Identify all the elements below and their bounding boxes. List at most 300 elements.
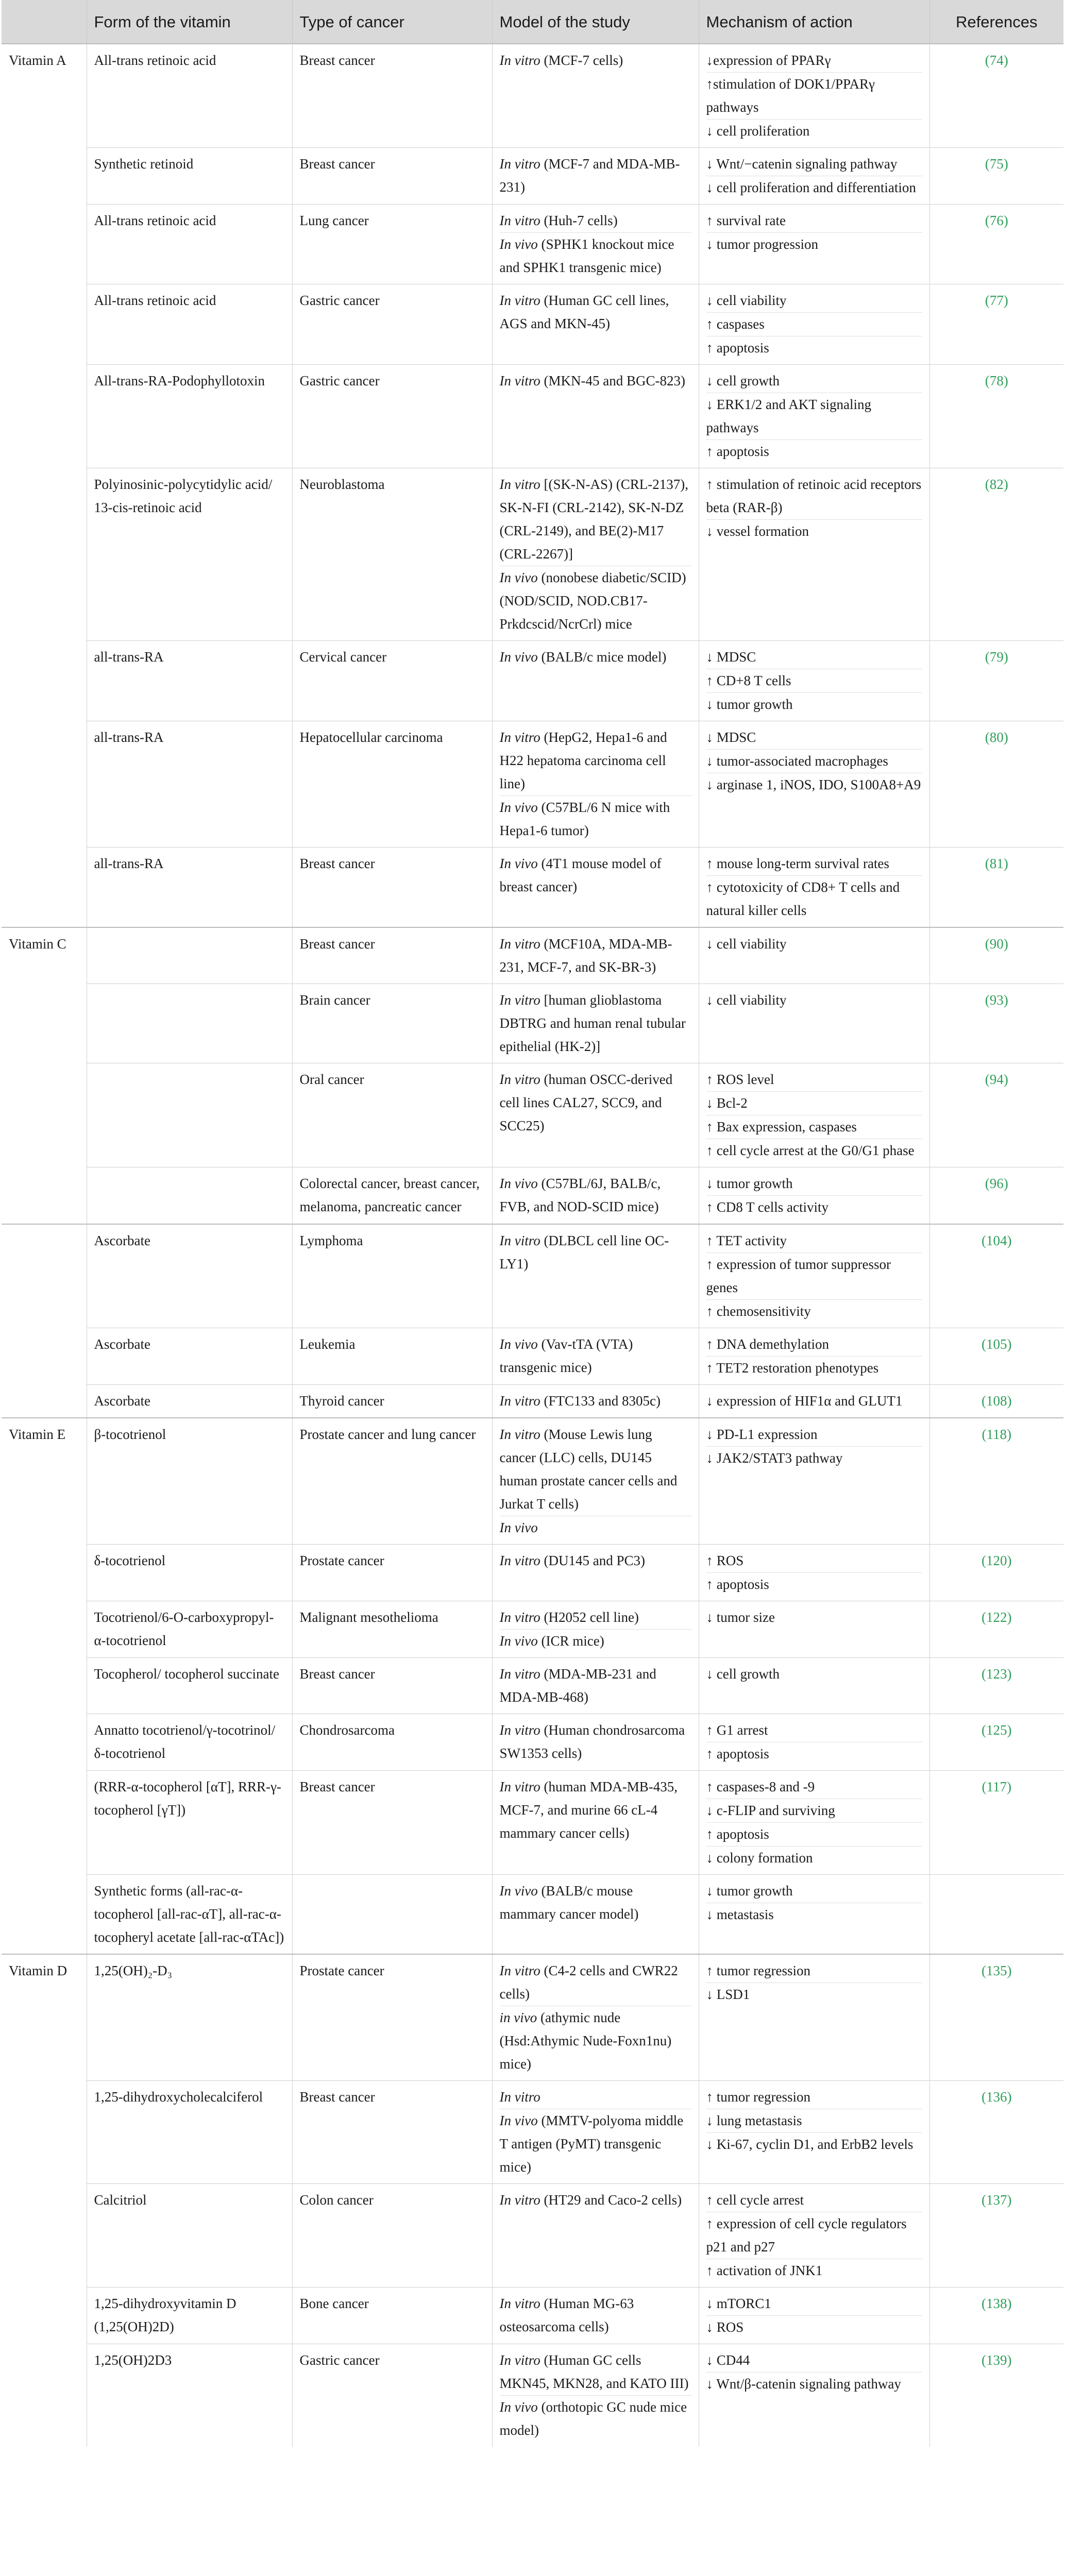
form-cell: Calcitriol	[87, 2184, 292, 2287]
model-detail: (BALB/c mouse mammary cancer model)	[499, 1883, 639, 1922]
cancer-type-cell: Breast cancer	[292, 1658, 492, 1714]
model-cell	[492, 1545, 699, 1601]
mechanism-item: ↓ lung metastasis	[706, 2109, 922, 2132]
mechanism-item: ↑ tumor regression	[706, 2089, 810, 2105]
mechanism-item: ↑ Bax expression, caspases	[706, 1115, 922, 1139]
vitamin-name: Vitamin D	[2, 1954, 87, 2447]
mechanism-item: ↓ tumor progression	[706, 232, 922, 256]
model-line	[500, 1172, 691, 1218]
table-row	[2, 984, 1063, 1063]
model-type: In vitro	[499, 1233, 540, 1248]
model-type: In vitro	[499, 1779, 540, 1794]
table-row	[2, 148, 1063, 205]
reference-link[interactable]: (94)	[929, 1063, 1063, 1167]
header-references: References	[929, 0, 1063, 44]
mechanism-cell	[699, 641, 929, 721]
cancer-type-cell: Neuroblastoma	[292, 468, 492, 641]
model-detail: (MCF-7 and MDA-MB-231)	[499, 156, 680, 195]
model-detail: (SPHK1 knockout mice and SPHK1 transgenic mice)	[499, 236, 674, 275]
model-line	[500, 2292, 691, 2338]
mechanism-item: ↓ arginase 1, iNOS, IDO, S100A8+A9	[706, 773, 922, 796]
mechanism-cell	[699, 2184, 929, 2287]
table-row	[2, 365, 1063, 468]
mechanism-cell	[699, 984, 929, 1063]
cancer-type-cell: Bone cancer	[292, 2287, 492, 2344]
model-detail: (Human GC cells MKN45, MKN28, and KATO III)	[499, 2352, 689, 2391]
model-cell	[492, 284, 699, 365]
form-cell	[87, 927, 292, 984]
mechanism-item: ↑ caspases-8 and -9	[706, 1779, 815, 1794]
form-cell: Ascorbate	[87, 1328, 292, 1385]
mechanism-item: ↑ chemosensitivity	[706, 1299, 922, 1323]
mechanism-item: ↑ DNA demethylation	[706, 1336, 829, 1352]
model-detail: (MCF-7 cells)	[540, 53, 623, 68]
form-cell: β-tocotrienol	[87, 1418, 292, 1545]
model-line	[500, 1333, 691, 1379]
form-cell	[87, 1167, 292, 1225]
cancer-type-cell: Hepatocellular carcinoma	[292, 721, 492, 848]
form-cell: Synthetic forms (all-rac-α-tocopherol [all-rac-αT], all-rac-α-tocopheryl acetate [all-rac-αTAc])	[87, 1875, 292, 1955]
mechanism-cell	[699, 721, 929, 848]
model-cell	[492, 2184, 699, 2287]
form-cell: all-trans-RA	[87, 641, 292, 721]
model-line	[500, 473, 691, 566]
model-detail: (Human chondrosarcoma SW1353 cells)	[499, 1722, 685, 1761]
cancer-type-cell: Colorectal cancer, breast cancer, melanoma, pancreatic cancer	[292, 1167, 492, 1225]
mechanism-cell	[699, 1167, 929, 1225]
vitamin-name	[2, 1224, 87, 1418]
reference-link[interactable]: (104)	[929, 1224, 1063, 1328]
mechanism-cell	[699, 848, 929, 928]
model-type: In vivo	[499, 1520, 538, 1535]
mechanism-item: ↑ tumor regression	[706, 1963, 810, 1978]
model-line	[500, 2395, 691, 2442]
mechanism-item: ↓ cell proliferation and differentiation	[706, 176, 922, 199]
model-cell	[492, 1601, 699, 1658]
model-line	[500, 2189, 691, 2212]
mechanism-item: ↓ c-FLIP and surviving	[706, 1799, 922, 1822]
model-cell	[492, 365, 699, 468]
mechanism-item: ↓ JAK2/STAT3 pathway	[706, 1446, 922, 1470]
table-row	[2, 1714, 1063, 1771]
form-cell: Tocotrienol/6-O-carboxypropyl-α-tocotrienol	[87, 1601, 292, 1658]
mechanism-item: ↑ activation of JNK1	[706, 2259, 922, 2282]
table-row	[2, 641, 1063, 721]
model-type: In vitro	[499, 1072, 540, 1087]
model-detail: (DLBCL cell line OC-LY1)	[499, 1233, 669, 1272]
mechanism-item: ↓ cell viability	[706, 293, 787, 308]
reference-link[interactable]: (90)	[929, 927, 1063, 984]
model-cell	[492, 1063, 699, 1167]
table-row	[2, 1224, 1063, 1328]
model-cell	[492, 984, 699, 1063]
mechanism-item: ↓ Bcl-2	[706, 1091, 922, 1115]
mechanism-cell	[699, 2287, 929, 2344]
model-line	[500, 989, 691, 1058]
model-type: In vitro	[499, 53, 540, 68]
table-row	[2, 848, 1063, 928]
mechanism-cell	[699, 1875, 929, 1955]
reference-link[interactable]: (123)	[929, 1658, 1063, 1714]
reference-link[interactable]: (117)	[929, 1771, 1063, 1875]
mechanism-cell	[699, 1601, 929, 1658]
mechanism-cell	[699, 2081, 929, 2184]
form-cell: All-trans retinoic acid	[87, 284, 292, 365]
cancer-type-cell: Breast cancer	[292, 927, 492, 984]
reference-link[interactable]: (76)	[929, 205, 1063, 284]
table-row	[2, 1875, 1063, 1955]
mechanism-item: ↑ expression of cell cycle regulators p21 and p27	[706, 2212, 922, 2259]
reference-link[interactable]: (75)	[929, 148, 1063, 205]
model-type: In vitro	[499, 1609, 540, 1625]
model-type: In vitro	[499, 1666, 540, 1682]
header-cancer-type: Type of cancer	[292, 0, 492, 44]
model-detail: (4T1 mouse model of breast cancer)	[499, 856, 662, 894]
model-type: In vitro	[499, 992, 540, 1008]
model-type: In vitro	[499, 1722, 540, 1738]
model-cell	[492, 1167, 699, 1225]
model-detail: [human glioblastoma DBTRG and human renal tubular epithelial (HK-2)]	[499, 992, 686, 1054]
reference-link[interactable]: (118)	[929, 1418, 1063, 1545]
table-row	[2, 205, 1063, 284]
form-cell: 1,25(OH)2D3	[87, 2344, 292, 2447]
mechanism-item: ↑ CD8 T cells activity	[706, 1195, 922, 1219]
model-detail: (nonobese diabetic/SCID) (NOD/SCID, NOD.CB17-Prkdcscid/NcrCrl) mice	[499, 570, 686, 632]
reference-link[interactable]: (74)	[929, 44, 1063, 148]
reference-link[interactable]: (82)	[929, 468, 1063, 641]
cancer-type-cell: Brain cancer	[292, 984, 492, 1063]
cancer-type-cell: Prostate cancer and lung cancer	[292, 1418, 492, 1545]
model-detail: (MDA-MB-231 and MDA-MB-468)	[499, 1666, 656, 1705]
cancer-type-cell: Gastric cancer	[292, 365, 492, 468]
cancer-type-cell: Breast cancer	[292, 848, 492, 928]
mechanism-item: ↓ MDSC	[706, 649, 756, 665]
table-row	[2, 2184, 1063, 2287]
model-cell	[492, 1224, 699, 1328]
mechanism-cell	[699, 927, 929, 984]
form-cell: all-trans-RA	[87, 848, 292, 928]
model-cell	[492, 721, 699, 848]
cancer-type-cell: Lung cancer	[292, 205, 492, 284]
form-cell: Tocopherol/ tocopherol succinate	[87, 1658, 292, 1714]
model-cell	[492, 2287, 699, 2344]
cancer-type-cell: Gastric cancer	[292, 2344, 492, 2447]
mechanism-item: ↑ TET2 restoration phenotypes	[706, 1356, 922, 1380]
form-cell: All-trans retinoic acid	[87, 44, 292, 148]
model-cell	[492, 641, 699, 721]
model-line	[500, 1629, 691, 1653]
mechanism-item: ↑ mouse long-term survival rates	[706, 856, 889, 871]
reference-link[interactable]: (139)	[929, 2344, 1063, 2447]
model-type: In vivo	[499, 1633, 538, 1649]
form-cell: all-trans-RA	[87, 721, 292, 848]
reference-link[interactable]: (108)	[929, 1385, 1063, 1418]
vitamin-name: Vitamin C	[2, 927, 87, 1224]
table-row	[2, 1658, 1063, 1714]
mechanism-item: ↓ tumor growth	[706, 1176, 793, 1191]
model-cell	[492, 44, 699, 148]
cancer-type-cell: Prostate cancer	[292, 1954, 492, 2081]
model-line	[500, 1719, 691, 1765]
model-line	[500, 1775, 691, 1845]
form-cell: 1,25-dihydroxyvitamin D (1,25(OH)2D)	[87, 2287, 292, 2344]
table-row	[2, 1771, 1063, 1875]
cancer-type-cell: Breast cancer	[292, 148, 492, 205]
mechanism-item: ↓ MDSC	[706, 730, 756, 745]
model-type: in vivo	[499, 2010, 537, 2025]
model-detail: (BALB/c mice model)	[537, 649, 667, 665]
reference-link[interactable]: (138)	[929, 2287, 1063, 2344]
cancer-type-cell: Lymphoma	[292, 1224, 492, 1328]
model-cell	[492, 1714, 699, 1771]
model-line	[500, 852, 691, 899]
table-row	[2, 1954, 1063, 2081]
model-line	[500, 289, 691, 335]
model-line	[500, 1606, 691, 1629]
model-detail: (Huh-7 cells)	[540, 213, 618, 228]
form-cell: All-trans-RA-Podophyllotoxin	[87, 365, 292, 468]
model-detail: (DU145 and PC3)	[540, 1553, 645, 1568]
model-line	[500, 1959, 691, 2006]
model-type: In vivo	[499, 2399, 538, 2415]
model-detail: (MMTV-polyoma middle T antigen (PyMT) transgenic mice)	[499, 2113, 684, 2175]
mechanism-item: ↑ stimulation of retinoic acid receptors beta (RAR-β)	[706, 477, 922, 515]
table-row	[2, 1328, 1063, 1385]
vitamin-cancer-table	[2, 0, 1063, 2447]
table-row	[2, 927, 1063, 984]
model-line	[500, 49, 691, 72]
model-type: In vitro	[499, 1553, 540, 1568]
cancer-type-cell: Breast cancer	[292, 1771, 492, 1875]
reference-link[interactable]: (125)	[929, 1714, 1063, 1771]
form-cell: (RRR-α-tocopherol [αT], RRR-γ-tocopherol [γT])	[87, 1771, 292, 1875]
model-type: In vitro	[499, 1427, 540, 1442]
reference-link[interactable]: (135)	[929, 1954, 1063, 2081]
form-cell: δ-tocotrienol	[87, 1545, 292, 1601]
model-detail: (C4-2 cells and CWR22 cells)	[499, 1963, 678, 2002]
reference-link[interactable]: (122)	[929, 1601, 1063, 1658]
reference-link[interactable]: (93)	[929, 984, 1063, 1063]
model-line	[500, 2349, 691, 2395]
table-row	[2, 1601, 1063, 1658]
mechanism-item: ↑ expression of tumor suppressor genes	[706, 1252, 922, 1299]
model-detail: (HT29 and Caco-2 cells)	[540, 2192, 682, 2208]
table-header-row	[2, 0, 1063, 44]
mechanism-item: ↑ apoptosis	[706, 439, 922, 463]
mechanism-cell	[699, 284, 929, 365]
model-line	[500, 1516, 691, 1539]
cancer-type-cell: Breast cancer	[292, 44, 492, 148]
mechanism-item: ↓ Wnt/β-catenin signaling pathway	[706, 2372, 922, 2396]
mechanism-cell	[699, 468, 929, 641]
model-type: In vitro	[499, 373, 540, 388]
mechanism-cell	[699, 1328, 929, 1385]
mechanism-item: ↓ CD44	[706, 2352, 750, 2368]
model-detail: (human MDA-MB-435, MCF-7, and murine 66 cL-4 mammary cancer cells)	[499, 1779, 678, 1841]
form-cell: All-trans retinoic acid	[87, 205, 292, 284]
table-row	[2, 1063, 1063, 1167]
reference-link[interactable]: (137)	[929, 2184, 1063, 2287]
mechanism-cell	[699, 1385, 929, 1418]
mechanism-item: ↓ ERK1/2 and AKT signaling pathways	[706, 393, 922, 439]
mechanism-item: ↓ cell growth	[706, 1666, 780, 1682]
model-type: In vitro	[499, 936, 540, 952]
model-line	[500, 1879, 691, 1926]
model-cell	[492, 1954, 699, 2081]
model-line	[500, 369, 691, 393]
mechanism-cell	[699, 44, 929, 148]
mechanism-item: ↓ cell viability	[706, 992, 787, 1008]
form-cell	[87, 1063, 292, 1167]
model-line	[500, 152, 691, 199]
model-cell	[492, 848, 699, 928]
model-type: In vivo	[499, 570, 538, 585]
model-detail: (athymic nude (Hsd:Athymic Nude-Foxn1nu) mice)	[499, 2010, 672, 2072]
mechanism-item: ↓ Ki-67, cyclin D1, and ErbB2 levels	[706, 2132, 922, 2156]
mechanism-item: ↓ cell proliferation	[706, 119, 922, 143]
reference-link[interactable]: (120)	[929, 1545, 1063, 1601]
model-cell	[492, 1385, 699, 1418]
mechanism-item: ↑ apoptosis	[706, 1822, 922, 1846]
mechanism-item: ↑ ROS level	[706, 1072, 774, 1087]
table-row	[2, 2344, 1063, 2447]
mechanism-item: ↓ LSD1	[706, 1982, 922, 2006]
mechanism-item: ↓ cell viability	[706, 936, 787, 952]
mechanism-item: ↑ caspases	[706, 312, 922, 336]
mechanism-item: ↓expression of PPARγ	[706, 53, 831, 68]
mechanism-item: ↓ expression of HIF1α and GLUT1	[706, 1393, 903, 1409]
model-detail: (orthotopic GC nude mice model)	[499, 2399, 687, 2438]
mechanism-item: ↓ tumor growth	[706, 1883, 793, 1899]
reference-link[interactable]: (77)	[929, 284, 1063, 365]
model-detail: (H2052 cell line)	[540, 1609, 639, 1625]
model-type: In vivo	[499, 1883, 538, 1899]
cancer-type-cell: Prostate cancer	[292, 1545, 492, 1601]
model-type: In vitro	[499, 213, 540, 228]
vitamin-name: Vitamin E	[2, 1418, 87, 1954]
reference-link[interactable]: (79)	[929, 641, 1063, 721]
mechanism-item: ↑stimulation of DOK1/PPARγ pathways	[706, 72, 922, 119]
model-type: In vitro	[499, 1963, 540, 1978]
model-cell	[492, 1328, 699, 1385]
mechanism-item: ↓ tumor size	[706, 1609, 775, 1625]
model-line	[500, 2006, 691, 2076]
mechanism-cell	[699, 365, 929, 468]
model-type: In vivo	[499, 800, 538, 815]
cancer-type-cell: Breast cancer	[292, 2081, 492, 2184]
mechanism-item: ↑ cell cycle arrest	[706, 2192, 804, 2208]
mechanism-item: ↓ Wnt/−catenin signaling pathway	[706, 156, 898, 172]
table-row	[2, 284, 1063, 365]
model-detail: (Human GC cell lines, AGS and MKN-45)	[499, 293, 669, 331]
mechanism-item: ↓ vessel formation	[706, 519, 922, 543]
mechanism-cell	[699, 1771, 929, 1875]
form-cell: 1,25-dihydroxycholecalciferol	[87, 2081, 292, 2184]
mechanism-cell	[699, 205, 929, 284]
mechanism-item: ↑ TET activity	[706, 1233, 787, 1248]
reference-link[interactable]: (96)	[929, 1167, 1063, 1225]
table-row	[2, 721, 1063, 848]
model-detail: (HepG2, Hepa1-6 and H22 hepatoma carcinoma cell line)	[499, 730, 667, 791]
cancer-type-cell: Leukemia	[292, 1328, 492, 1385]
mechanism-item: ↓ mTORC1	[706, 2296, 771, 2311]
mechanism-item: ↑ ROS	[706, 1553, 744, 1568]
table-row	[2, 2081, 1063, 2184]
reference-link[interactable]: (105)	[929, 1328, 1063, 1385]
cancer-type-cell: Thyroid cancer	[292, 1385, 492, 1418]
cancer-type-cell: Cervical cancer	[292, 641, 492, 721]
mechanism-cell	[699, 1954, 929, 2081]
mechanism-cell	[699, 148, 929, 205]
table-row	[2, 2287, 1063, 2344]
mechanism-cell	[699, 1714, 929, 1771]
model-type: In vitro	[499, 477, 540, 492]
model-type: In vitro	[499, 2352, 540, 2368]
form-cell: Ascorbate	[87, 1385, 292, 1418]
mechanism-cell	[699, 1418, 929, 1545]
model-line	[500, 1549, 691, 1572]
model-detail: [(SK-N-AS) (CRL-2137), SK-N-FI (CRL-2142), SK-N-DZ (CRL-2149), and BE(2)-M17 (CRL-2267)]	[499, 477, 688, 562]
cancer-type-cell: Malignant mesothelioma	[292, 1601, 492, 1658]
vitamin-name: Vitamin A	[2, 44, 87, 927]
mechanism-cell	[699, 2344, 929, 2447]
cancer-type-cell	[292, 1875, 492, 1955]
model-cell	[492, 148, 699, 205]
mechanism-cell	[699, 1545, 929, 1601]
model-line	[500, 795, 691, 842]
mechanism-cell	[699, 1224, 929, 1328]
reference-link[interactable]: (78)	[929, 365, 1063, 468]
model-detail: (MKN-45 and BGC-823)	[540, 373, 685, 388]
form-cell: Ascorbate	[87, 1224, 292, 1328]
mechanism-item: ↓ cell growth	[706, 373, 780, 388]
model-cell	[492, 2081, 699, 2184]
cancer-type-cell: Chondrosarcoma	[292, 1714, 492, 1771]
model-line	[500, 566, 691, 636]
reference-link[interactable]: (136)	[929, 2081, 1063, 2184]
model-type: In vitro	[499, 293, 540, 308]
table-row	[2, 1167, 1063, 1225]
model-cell	[492, 205, 699, 284]
header-form: Form of the vitamin	[87, 0, 292, 44]
model-line	[500, 726, 691, 795]
mechanism-item: ↑ apoptosis	[706, 336, 922, 360]
mechanism-item: ↑ cytotoxicity of CD8+ T cells and natural killer cells	[706, 875, 922, 922]
model-cell	[492, 1418, 699, 1545]
model-type: In vivo	[499, 1176, 538, 1191]
mechanism-item: ↓ tumor-associated macrophages	[706, 749, 922, 773]
model-line	[500, 209, 691, 232]
cancer-type-cell: Gastric cancer	[292, 284, 492, 365]
model-type: In vivo	[499, 856, 538, 871]
reference-link[interactable]: (81)	[929, 848, 1063, 928]
form-cell	[87, 984, 292, 1063]
mechanism-item: ↓ ROS	[706, 2315, 922, 2339]
header-vitamin	[2, 0, 87, 44]
model-type: In vitro	[499, 2089, 540, 2105]
model-line	[500, 1229, 691, 1276]
table-row	[2, 1385, 1063, 1418]
header-mechanism: Mechanism of action	[699, 0, 929, 44]
cancer-type-cell: Oral cancer	[292, 1063, 492, 1167]
mechanism-cell	[699, 1658, 929, 1714]
reference-link[interactable]: (80)	[929, 721, 1063, 848]
model-type: In vitro	[499, 730, 540, 745]
mechanism-item: ↑ cell cycle arrest at the G0/G1 phase	[706, 1139, 922, 1162]
model-cell	[492, 2344, 699, 2447]
model-detail: (ICR mice)	[537, 1633, 604, 1649]
model-detail: (Human MG-63 osteosarcoma cells)	[499, 2296, 634, 2334]
